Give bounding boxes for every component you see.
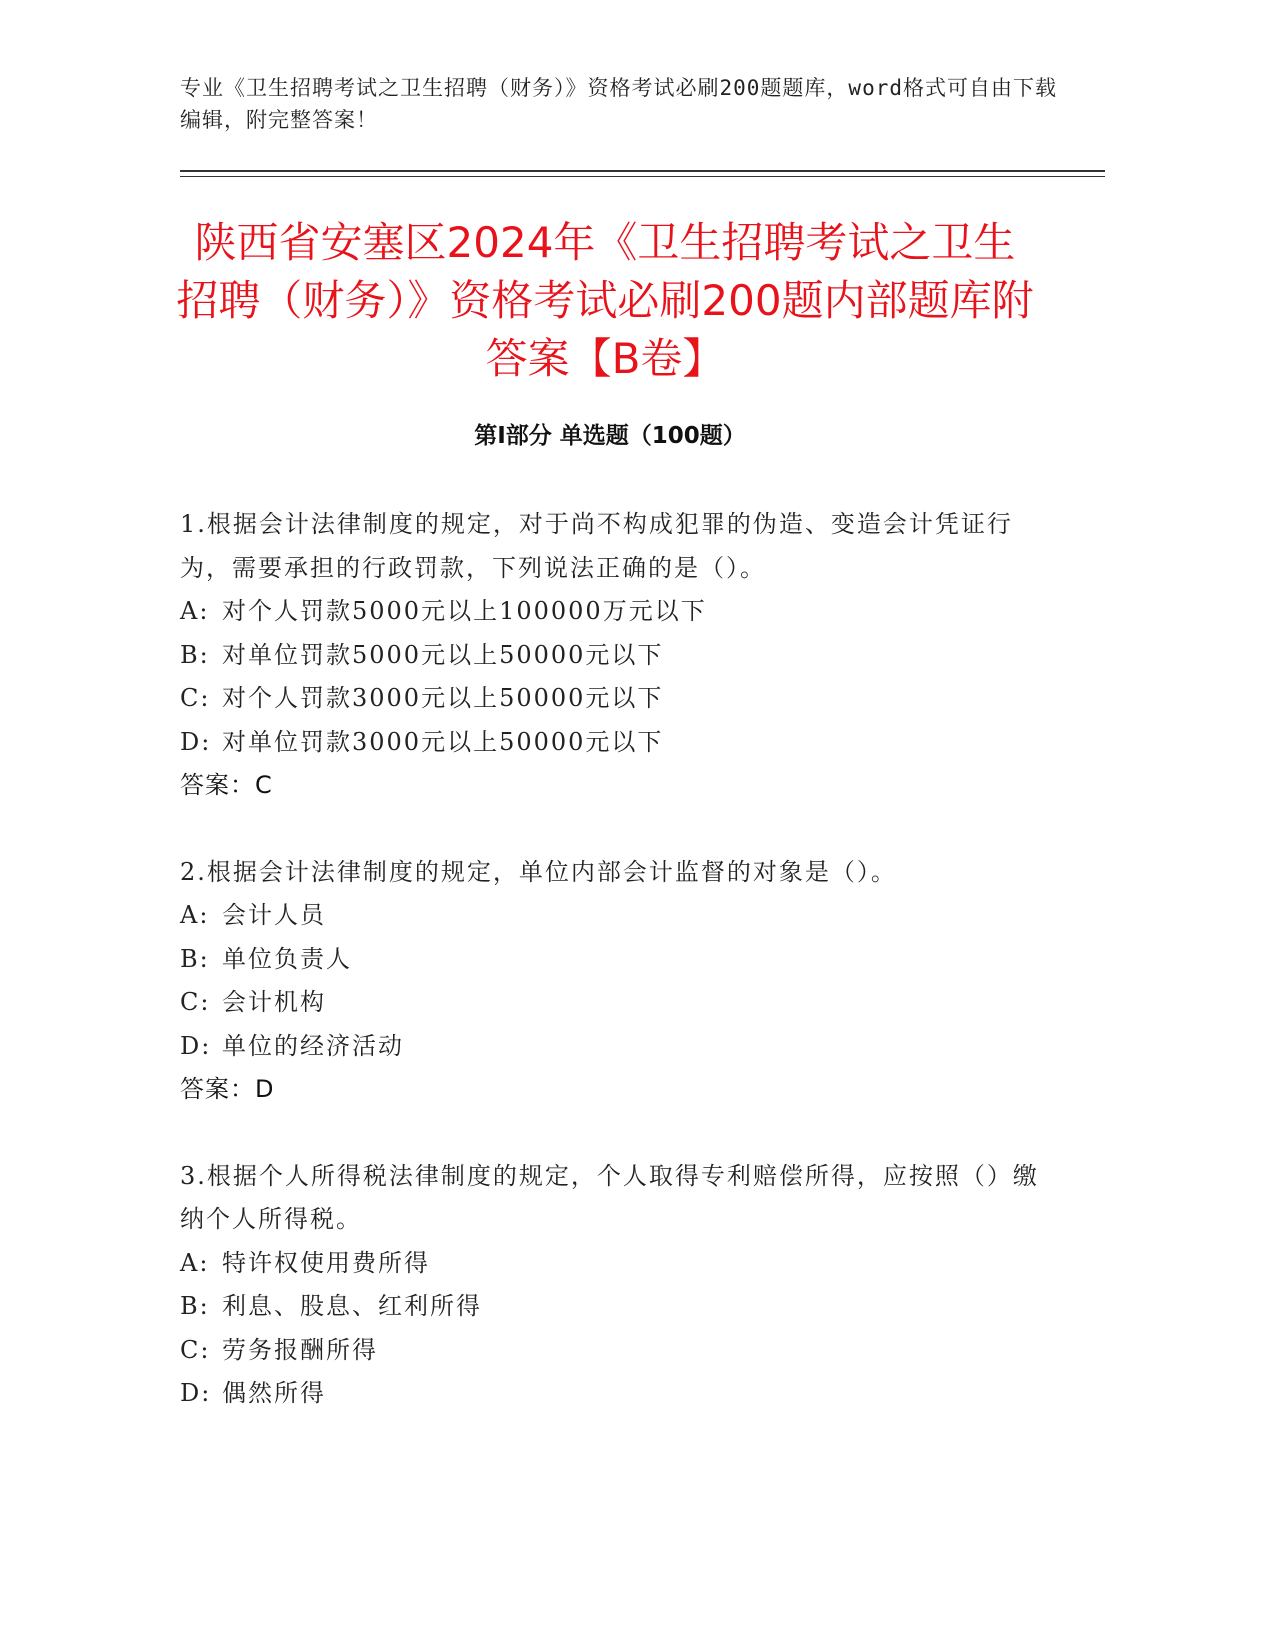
question-option [180, 1025, 1060, 1069]
section-title: 第Ⅰ部分 单选题（100题） [474, 423, 746, 449]
option-key: B: [180, 944, 210, 973]
question-option [180, 721, 1060, 765]
option-text: 特许权使用费所得 [222, 1248, 430, 1277]
option-text: 会计机构 [222, 988, 326, 1016]
question-stem: 2.根据会计法律制度的规定，单位内部会计监督的对象是（）。 [180, 857, 897, 886]
option-key: C: [180, 684, 211, 712]
option-text: 对个人罚款5000元以上100000万元以下 [222, 597, 707, 625]
document-title: 陕西省安塞区2024年《卫生招聘考试之卫生招聘（财务）》资格考试必刷200题内部题库附答案【B卷】 [176, 218, 1034, 383]
question-stem: 1.根据会计法律制度的规定，对于尚不构成犯罪的伪造、变造会计凭证行为，需要承担的行政罚款，下列说法正确的是（）。 [180, 510, 1013, 582]
question-option [180, 634, 1060, 678]
option-text: 会计人员 [222, 901, 326, 929]
header-rule-thick [180, 170, 1105, 172]
question-answer: 答案：D [180, 1075, 275, 1103]
option-key: A: [180, 1248, 210, 1277]
option-key: C: [180, 988, 211, 1016]
question-option [180, 894, 1060, 938]
question-option [180, 981, 1060, 1025]
option-key: D: [180, 727, 212, 756]
option-text: 对单位罚款3000元以上50000元以下 [222, 727, 664, 756]
option-text: 利息、股息、红利所得 [222, 1292, 482, 1320]
option-key: A: [180, 597, 210, 625]
question-item [180, 1155, 1060, 1416]
question-stem: 3.根据个人所得税法律制度的规定，个人取得专利赔偿所得，应按照（）缴纳个人所得税。 [180, 1161, 1039, 1233]
option-key: D: [180, 1379, 212, 1407]
option-text: 对单位罚款5000元以上50000元以下 [222, 640, 664, 669]
question-option [180, 1372, 1060, 1416]
option-text: 对个人罚款3000元以上50000元以下 [222, 684, 664, 712]
option-text: 偶然所得 [222, 1379, 326, 1407]
question-option [180, 1285, 1060, 1329]
option-key: A: [180, 901, 210, 929]
header-note: 专业《卫生招聘考试之卫生招聘（财务）》资格考试必刷200题题库，word格式可自由下载编辑，附完整答案！ [180, 76, 1057, 132]
question-option [180, 590, 1060, 634]
question-item [180, 503, 1060, 808]
question-option [180, 1329, 1060, 1373]
option-text: 单位负责人 [222, 944, 352, 973]
question-answer: 答案：C [180, 771, 273, 799]
option-text: 劳务报酬所得 [222, 1335, 378, 1364]
option-key: C: [180, 1335, 211, 1364]
question-option [180, 677, 1060, 721]
option-text: 单位的经济活动 [222, 1031, 404, 1060]
question-option [180, 938, 1060, 982]
option-key: B: [180, 1292, 210, 1320]
question-option [180, 1242, 1060, 1286]
option-key: D: [180, 1031, 212, 1060]
question-list [180, 503, 1060, 1459]
header-rule-thin [180, 176, 1105, 177]
option-key: B: [180, 640, 210, 669]
question-item [180, 851, 1060, 1112]
